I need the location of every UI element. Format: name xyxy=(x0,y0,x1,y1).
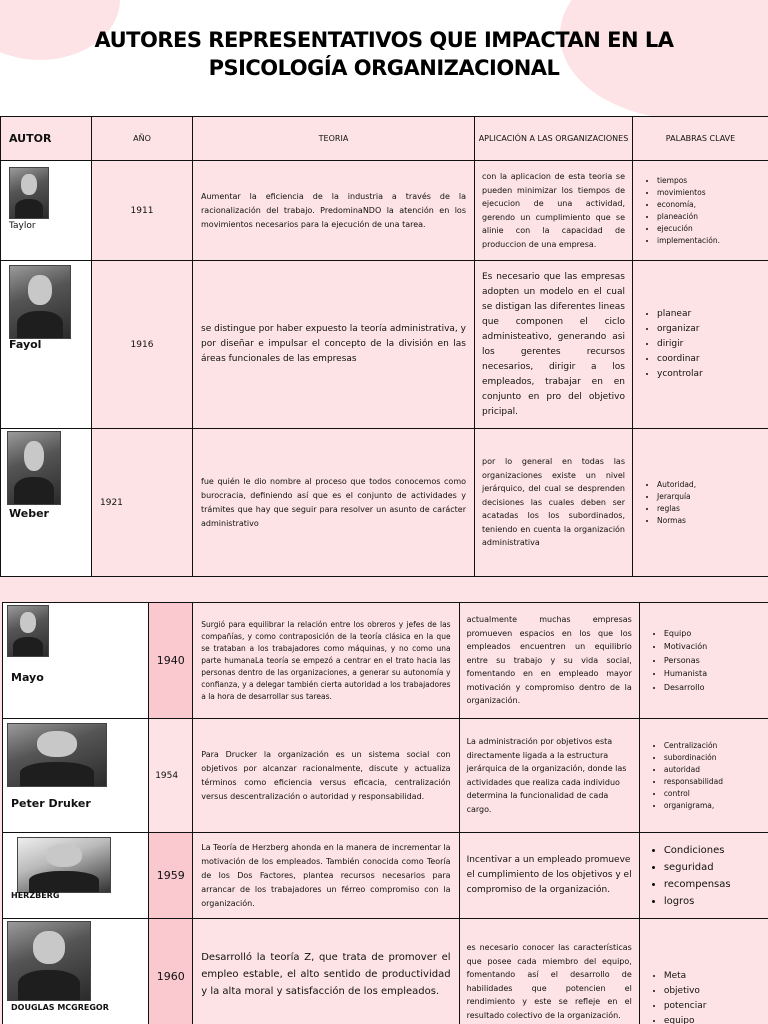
application-cell: La administración por objetivos esta directamente ligada a la estructura jerárquica de la organización, donde las actividades que realiza cada individuo determina la funcionalidad de cada cargo. xyxy=(459,719,639,833)
year-cell: 1960 xyxy=(149,919,193,1024)
keyword-item: • economía, xyxy=(657,199,762,211)
application-cell: por lo general en todas las organizaciones existe un nivel jerárquico, del cual se desprenden decisiones las cuales deben ser acatadas los los subordinados, teniendo en cuenta la organización administrativa xyxy=(475,429,633,577)
keyword-item: • Personas xyxy=(664,654,763,668)
author-name: Peter Druker xyxy=(11,797,91,810)
keyword-item: • Meta xyxy=(664,969,763,984)
table-row xyxy=(3,603,768,719)
keywords-cell xyxy=(639,833,768,919)
application-cell: es necesario conocer las características que posee cada miembro del equipo, fomentando así el desarrollo de habilidades que potencien el rendimiento y este se refleje en el resultado colectivo de la organización. xyxy=(459,919,639,1024)
authors-table-part-2 xyxy=(2,602,768,1024)
header-teoria: TEORIA xyxy=(193,117,475,161)
keyword-item: • dirigir xyxy=(657,337,762,352)
year-cell: 1921 xyxy=(92,429,193,577)
keyword-item: • tiempos xyxy=(657,175,762,187)
keyword-item: • recompensas xyxy=(664,876,763,893)
keyword-item: • subordinación xyxy=(664,752,763,764)
keyword-item: • autoridad xyxy=(664,764,763,776)
theory-cell: La Teoría de Herzberg ahonda en la manera de incrementar la motivación de los empleados. También conocida como Teoría de los Dos Factores, plantea recursos necesarios para arrancar de los trabajadores un férreo compromiso con la organización. xyxy=(193,833,459,919)
keyword-item: • Condiciones xyxy=(664,842,763,859)
table-header-row xyxy=(1,117,768,161)
author-photo xyxy=(17,837,111,893)
theory-cell: Aumentar la eficiencia de la industria a través de la racionalización del trabajo. PredominaNDO la atención en los movimientos necesarios para la ejecución de una tarea. xyxy=(193,161,475,261)
keyword-item: • Motivación xyxy=(664,640,763,654)
authors-table-part-1 xyxy=(0,116,768,577)
author-name: Fayol xyxy=(9,338,42,351)
author-cell xyxy=(3,719,149,833)
keyword-item: • objetivo xyxy=(664,984,763,999)
table-row xyxy=(3,919,768,1024)
page-title xyxy=(0,26,768,82)
author-photo xyxy=(9,167,49,219)
keyword-item: • ycontrolar xyxy=(657,367,762,382)
keyword-item: • reglas xyxy=(657,503,762,515)
keyword-item: • Normas xyxy=(657,515,762,527)
keyword-item: • implementación. xyxy=(657,235,762,247)
keyword-item: • coordinar xyxy=(657,352,762,367)
header-palabras-clave: PALABRAS CLAVE xyxy=(633,117,768,161)
keyword-item: • seguridad xyxy=(664,859,763,876)
keywords-cell xyxy=(633,429,768,577)
keywords-cell xyxy=(633,261,768,429)
keywords-cell xyxy=(639,719,768,833)
keyword-item: • Autoridad, xyxy=(657,479,762,491)
year-cell: 1940 xyxy=(149,603,193,719)
author-cell xyxy=(1,429,92,577)
author-photo xyxy=(7,605,49,657)
keyword-item: • movimientos xyxy=(657,187,762,199)
theory-cell: Surgió para equilibrar la relación entre los obreros y jefes de las compañías, y como contraposición de la teoría clásica en la que se trataban a los trabajadores como máquinas, y no como una parte humanaLa teoría se empezó a centrar en el trato hacia las personas dentro de las organizaciones, a generar su autonomía y confianza, y a delegar también cierta autoridad a los trabajadores a la hora de desarrollar sus tareas. xyxy=(193,603,459,719)
author-name: HERZBERG xyxy=(11,891,60,900)
author-photo xyxy=(7,431,61,505)
keyword-item: • Equipo xyxy=(664,627,763,641)
header-autor: AUTOR xyxy=(1,117,92,161)
author-photo xyxy=(7,921,91,1001)
keyword-item: • planeación xyxy=(657,211,762,223)
keyword-item: • Centralización xyxy=(664,740,763,752)
year-cell: 1916 xyxy=(92,261,193,429)
year-cell: 1954 xyxy=(149,719,193,833)
author-cell xyxy=(3,919,149,1024)
application-cell: actualmente muchas empresas promueven espacios en los que los empleados encuentren un equilibrio entre su trabajo y su vida social, fomentando en en empleado mayor motivación y compromiso dentro de la organización. xyxy=(459,603,639,719)
keyword-item: • equipo xyxy=(664,1014,763,1024)
keyword-item: • logros xyxy=(664,893,763,910)
keyword-item: • Humanista xyxy=(664,667,763,681)
table-row xyxy=(1,429,768,577)
keyword-item: • organizar xyxy=(657,322,762,337)
author-name: Mayo xyxy=(11,671,44,684)
table-row xyxy=(1,261,768,429)
keyword-item: • responsabilidad xyxy=(664,776,763,788)
keyword-item: • ejecución xyxy=(657,223,762,235)
application-cell: Incentivar a un empleado promueve el cumplimiento de los objetivos y el compromiso de la organización. xyxy=(459,833,639,919)
keyword-item: • potenciar xyxy=(664,999,763,1014)
keyword-item: • planear xyxy=(657,307,762,322)
theory-cell: Desarrolló la teoría Z, que trata de promover el empleo estable, el alto sentido de productividad y la alta moral y satisfacción de los empleados. xyxy=(193,919,459,1024)
keywords-cell xyxy=(633,161,768,261)
author-name: Taylor xyxy=(9,221,36,231)
keyword-item: • Jerarquía xyxy=(657,491,762,503)
author-name: DOUGLAS MCGREGOR xyxy=(11,1003,109,1012)
theory-cell: fue quién le dio nombre al proceso que todos conocemos como burocracia, definiendo así que es el conjunto de actividades y trámites que hay que seguir para resolver un asunto de carácter administrativo xyxy=(193,429,475,577)
author-cell xyxy=(1,161,92,261)
keywords-cell xyxy=(639,603,768,719)
year-cell: 1959 xyxy=(149,833,193,919)
author-photo xyxy=(9,265,71,339)
keyword-item: • control xyxy=(664,788,763,800)
author-cell xyxy=(1,261,92,429)
table-row xyxy=(3,833,768,919)
header-anio: AÑO xyxy=(92,117,193,161)
theory-cell: se distingue por haber expuesto la teoría administrativa, y por diseñar e impulsar el concepto de la división en las áreas funcionales de las empresas xyxy=(193,261,475,429)
table-row xyxy=(3,719,768,833)
title-line-1: AUTORES REPRESENTATIVOS QUE IMPACTAN EN LA xyxy=(94,28,674,52)
keyword-item: • organigrama, xyxy=(664,800,763,812)
author-name: Weber xyxy=(9,507,49,520)
theory-cell: Para Drucker la organización es un sistema social con objetivos por alcanzar racionalmente, discute y actualiza términos como eficiencia versus eficacia, centralización versus descentralización o autoridad y responsabilidad. xyxy=(193,719,459,833)
application-cell: con la aplicacion de esta teoria se pueden minimizar los tiempos de ejecucion de una actividad, gerendo un cumplimiento que se alinie con la capacidad de produccion de una empresa. xyxy=(475,161,633,261)
keywords-cell xyxy=(639,919,768,1024)
author-photo xyxy=(7,723,107,787)
title-line-2: PSICOLOGÍA ORGANIZACIONAL xyxy=(208,56,560,80)
year-cell: 1911 xyxy=(92,161,193,261)
keyword-item: • Desarrollo xyxy=(664,681,763,695)
author-cell xyxy=(3,833,149,919)
header-aplicacion: APLICACIÓN A LAS ORGANIZACIONES xyxy=(475,117,633,161)
application-cell: Es necesario que las empresas adopten un modelo en el cual se distigan las diferentes lineas que componen el ciclo administeativo, generando asi los gerentes recursos necesarios, dirigir a los empleados, trabajar en en conjunto en pro del objetivo pricipal. xyxy=(475,261,633,429)
author-cell xyxy=(3,603,149,719)
table-row xyxy=(1,161,768,261)
